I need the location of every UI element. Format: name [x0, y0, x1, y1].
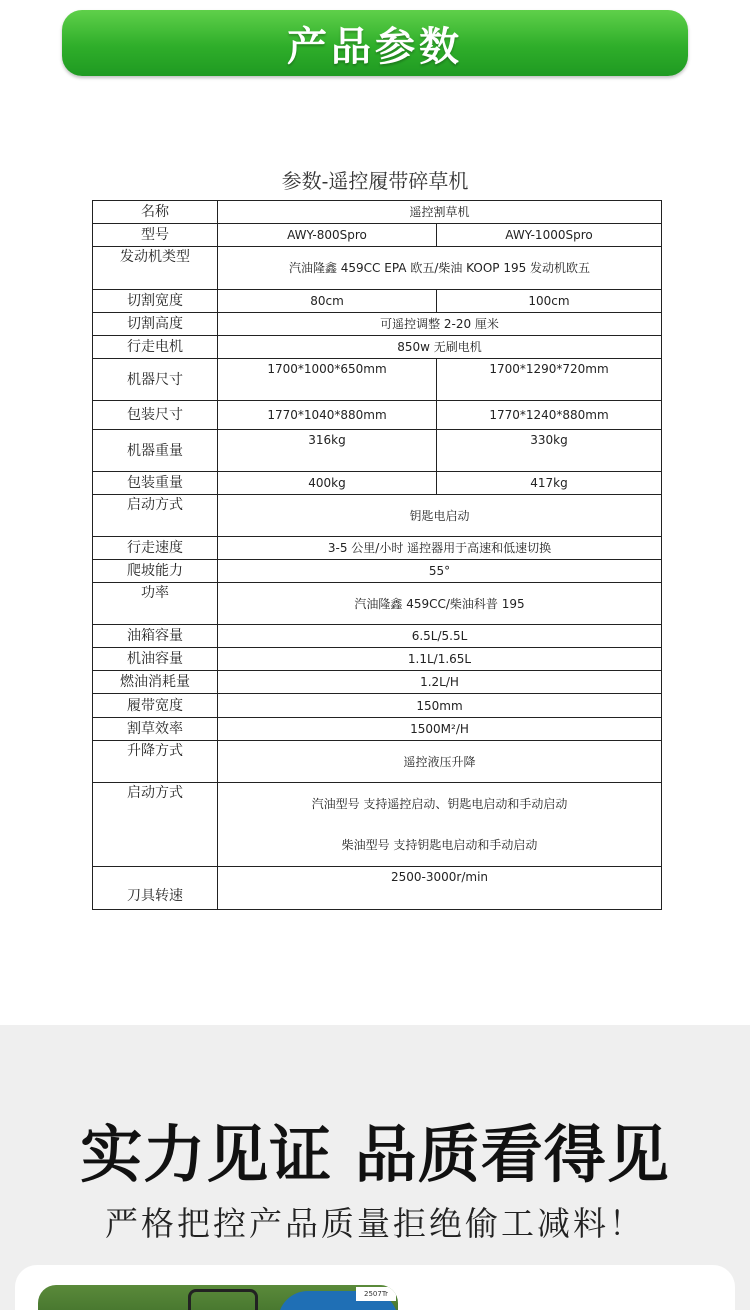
table-row: [93, 201, 662, 224]
row-value: 汽油隆鑫 459CC/柴油科普 195: [218, 583, 662, 625]
row-value-a: 1700*1000*650mm: [218, 359, 437, 401]
row-label: 爬坡能力: [93, 560, 218, 583]
row-value-b: 330kg: [437, 430, 662, 472]
row-label: 型号: [93, 224, 218, 247]
machine-frame-icon: [188, 1289, 258, 1310]
promo-subslogan: 严格把控产品质量拒绝偷工减料！: [105, 1204, 645, 1243]
table-row: [93, 224, 662, 247]
table-row: [93, 430, 662, 472]
row-value: 850w 无刷电机: [218, 336, 662, 359]
product-photo: [38, 1285, 398, 1310]
row-label: 发动机类型: [93, 247, 218, 290]
spec-table: [92, 200, 662, 910]
table-row: [93, 718, 662, 741]
table-row: [93, 495, 662, 537]
table-row: [93, 313, 662, 336]
row-value-b: AWY-1000Spro: [437, 224, 662, 247]
row-value: 1.2L/H: [218, 671, 662, 694]
row-label: 启动方式: [93, 495, 218, 537]
row-label: 启动方式: [93, 783, 218, 867]
row-value-a: AWY-800Spro: [218, 224, 437, 247]
row-label: 名称: [93, 201, 218, 224]
row-value: 3-5 公里/小时 遥控器用于高速和低速切换: [218, 537, 662, 560]
photo-tag: 2507Tr: [356, 1287, 396, 1301]
row-label: 行走电机: [93, 336, 218, 359]
table-row: [93, 359, 662, 401]
row-value: 1.1L/1.65L: [218, 648, 662, 671]
row-value-a: 80cm: [218, 290, 437, 313]
row-value-a: 400kg: [218, 472, 437, 495]
row-label: 行走速度: [93, 537, 218, 560]
row-value-b: 1770*1240*880mm: [437, 401, 662, 430]
row-value: 6.5L/5.5L: [218, 625, 662, 648]
table-row: [93, 290, 662, 313]
table-row: [93, 671, 662, 694]
table-row: [93, 560, 662, 583]
row-label: 切割宽度: [93, 290, 218, 313]
start-line-gasoline: 汽油型号 支持遥控启动、钥匙电启动和手动启动: [311, 797, 568, 811]
row-value: 2500-3000r/min: [218, 867, 662, 910]
table-title: 参数-遥控履带碎草机: [281, 169, 469, 193]
table-row: [93, 583, 662, 625]
row-label: 机器尺寸: [93, 359, 218, 401]
row-value: 汽油隆鑫 459CC EPA 欧五/柴油 KOOP 195 发动机欧五: [218, 247, 662, 290]
row-label: 机器重量: [93, 430, 218, 472]
table-row: [93, 648, 662, 671]
row-value: 1500M²/H: [218, 718, 662, 741]
section-banner: [62, 10, 688, 76]
table-row: [93, 867, 662, 910]
row-value: 遥控液压升降: [218, 741, 662, 783]
row-value-a: 1770*1040*880mm: [218, 401, 437, 430]
table-row: [93, 694, 662, 718]
row-value: 可遥控调整 2-20 厘米: [218, 313, 662, 336]
table-row: [93, 247, 662, 290]
row-value-a: 316kg: [218, 430, 437, 472]
row-value: 55°: [218, 560, 662, 583]
table-row: [93, 783, 662, 867]
row-label: 机油容量: [93, 648, 218, 671]
row-label: 包装重量: [93, 472, 218, 495]
table-row: [93, 625, 662, 648]
banner-title: 产品参数: [287, 23, 463, 70]
row-value: 遥控割草机: [218, 201, 662, 224]
row-value: 150mm: [218, 694, 662, 718]
start-line-diesel: 柴油型号 支持钥匙电启动和手动启动: [341, 838, 538, 852]
row-label: 包装尺寸: [93, 401, 218, 430]
table-row: [93, 537, 662, 560]
table-row: [93, 741, 662, 783]
row-value-b: 100cm: [437, 290, 662, 313]
row-label: 刀具转速: [93, 867, 218, 910]
row-value: 钥匙电启动: [218, 495, 662, 537]
row-label: 升降方式: [93, 741, 218, 783]
row-value: [218, 783, 662, 867]
row-label: 割草效率: [93, 718, 218, 741]
row-label: 功率: [93, 583, 218, 625]
promo-slogan: 实力见证 品质看得见: [80, 1118, 670, 1191]
table-row: [93, 472, 662, 495]
row-label: 履带宽度: [93, 694, 218, 718]
row-value-b: 417kg: [437, 472, 662, 495]
row-label: 切割高度: [93, 313, 218, 336]
table-row: [93, 401, 662, 430]
row-value-b: 1700*1290*720mm: [437, 359, 662, 401]
row-label: 油箱容量: [93, 625, 218, 648]
table-row: [93, 336, 662, 359]
row-label: 燃油消耗量: [93, 671, 218, 694]
